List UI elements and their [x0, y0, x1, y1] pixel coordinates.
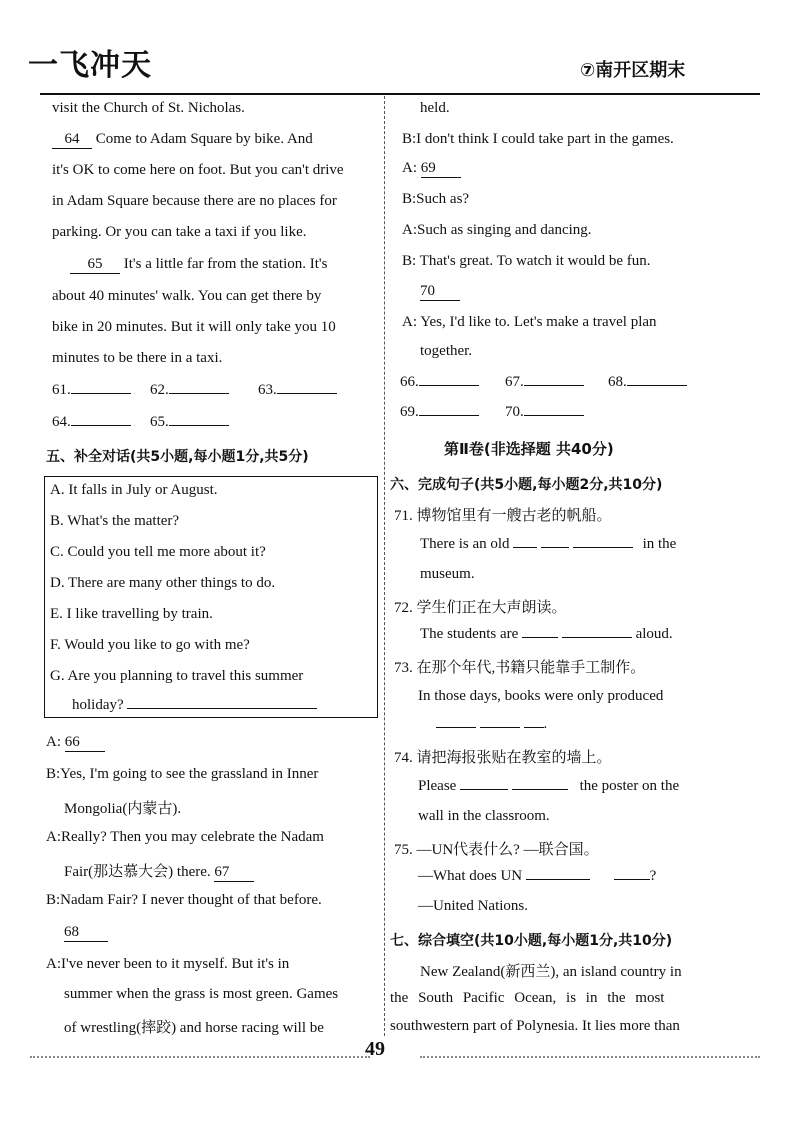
section-5-heading: 五、补全对话(共5小题,每小题1分,共5分)	[46, 449, 309, 465]
option-g: G. Are you planning to travel this summer	[50, 668, 304, 684]
q74: 74. 请把海报张贴在教室的墙上。	[394, 750, 612, 766]
dialog-line: A: 66	[46, 734, 105, 752]
right-line: held.	[420, 100, 450, 116]
left-line: 65 It's a little far from the station. It's	[70, 256, 327, 274]
q75-en: —What does UN ?	[418, 868, 657, 884]
footer-decoration-right	[420, 1056, 760, 1062]
left-line: it's OK to come here on foot. But you can't drive	[52, 162, 344, 178]
left-line: bike in 20 minutes. But it will only take you 10	[52, 319, 336, 335]
q72: 72. 学生们正在大声朗读。	[394, 600, 567, 616]
page-number: 49	[365, 1038, 385, 1060]
q71-en: There is an old in the	[420, 536, 677, 552]
passage-line: the South Pacific Ocean, is in the most	[390, 990, 665, 1006]
right-line	[420, 283, 460, 301]
right-line: B:I don't think I could take part in the games.	[402, 131, 674, 147]
left-line: minutes to be there in a taxi.	[52, 350, 223, 366]
passage-line: New Zealand(新西兰), an island country in	[420, 964, 682, 980]
section-6-heading: 六、完成句子(共5小题,每小题2分,共10分)	[390, 477, 663, 493]
blank-66: 66	[65, 734, 105, 752]
q74-en-cont: wall in the classroom.	[418, 808, 550, 824]
header-divider	[40, 93, 760, 95]
left-line: visit the Church of St. Nicholas.	[52, 100, 245, 116]
header-logo: 一飞冲天	[28, 48, 152, 83]
passage-line: southwestern part of Polynesia. It lies more than	[390, 1018, 680, 1034]
dialog-line: summer when the grass is most green. Games	[64, 986, 339, 1002]
answer-61: 61.	[52, 382, 131, 399]
dialog-line: Mongolia(内蒙古).	[64, 801, 182, 817]
left-line: parking. Or you can take a taxi if you like.	[52, 224, 307, 240]
option-a: A. It falls in July or August.	[50, 482, 218, 498]
dialog-line: A:I've never been to it myself. But it's in	[46, 956, 290, 972]
option-b: B. What's the matter?	[50, 513, 180, 529]
answer-65: 65.	[150, 414, 229, 431]
left-line: about 40 minutes' walk. You can get there by	[52, 288, 322, 304]
right-line: together.	[420, 343, 473, 359]
section-7-heading: 七、综合填空(共10小题,每小题1分,共10分)	[390, 933, 673, 949]
q74-en: Please the poster on the	[418, 778, 680, 794]
blank-70: 70	[420, 283, 460, 301]
q73: 73. 在那个年代,书籍只能靠手工制作。	[394, 660, 646, 676]
answer-64: 64.	[52, 414, 131, 431]
dialog-line: A:Really? Then you may celebrate the Nadam	[46, 829, 324, 845]
answer-63: 63.	[258, 382, 337, 399]
option-e: E. I like travelling by train.	[50, 606, 213, 622]
answer-70: 70.	[505, 404, 584, 421]
right-line: A:Such as singing and dancing.	[402, 222, 592, 238]
dialog-line: B:Yes, I'm going to see the grassland in Inner	[46, 766, 319, 782]
q72-en: The students are aloud.	[420, 626, 673, 642]
dialog-line	[64, 924, 108, 942]
q73-blanks: .	[436, 716, 547, 733]
dialog-line: Fair(那达慕大会) there. 67	[64, 860, 254, 882]
left-line: in Adam Square because there are no places for	[52, 193, 337, 209]
right-line: A: 69	[402, 160, 461, 178]
footer-decoration-left	[30, 1056, 370, 1062]
option-c: C. Could you tell me more about it?	[50, 544, 266, 560]
q73-en: In those days, books were only produced	[418, 688, 664, 704]
right-line: A: Yes, I'd like to. Let's make a travel plan	[402, 314, 657, 330]
header-exam-label: ⑦南开区期末	[580, 60, 686, 81]
q71-en-cont: museum.	[420, 566, 475, 582]
answer-68: 68.	[608, 374, 687, 391]
blank-67: 67	[214, 864, 254, 882]
answer-66: 66.	[400, 374, 479, 391]
option-d: D. There are many other things to do.	[50, 575, 276, 591]
right-line: B: That's great. To watch it would be fun.	[402, 253, 651, 269]
option-f: F. Would you like to go with me?	[50, 637, 250, 653]
answer-69: 69.	[400, 404, 479, 421]
blank-64: 64	[52, 131, 92, 149]
blank-65: 65	[70, 256, 120, 274]
q71: 71. 博物馆里有一艘古老的帆船。	[394, 508, 612, 524]
part-2-heading: 第Ⅱ卷(非选择题 共40分)	[444, 440, 614, 458]
column-divider	[384, 96, 386, 1036]
answer-67: 67.	[505, 374, 584, 391]
option-g-cont: holiday?	[72, 697, 317, 714]
dialog-line: of wrestling(摔跤) and horse racing will be	[64, 1020, 324, 1036]
dialog-line: B:Nadam Fair? I never thought of that before.	[46, 892, 322, 908]
q75-en-cont: —United Nations.	[418, 898, 528, 914]
answer-62: 62.	[150, 382, 229, 399]
right-line: B:Such as?	[402, 191, 470, 207]
left-line: 64 Come to Adam Square by bike. And	[52, 131, 313, 149]
q75: 75. —UN代表什么? —联合国。	[394, 842, 599, 858]
blank-68: 68	[64, 924, 108, 942]
blank-69: 69	[421, 160, 461, 178]
